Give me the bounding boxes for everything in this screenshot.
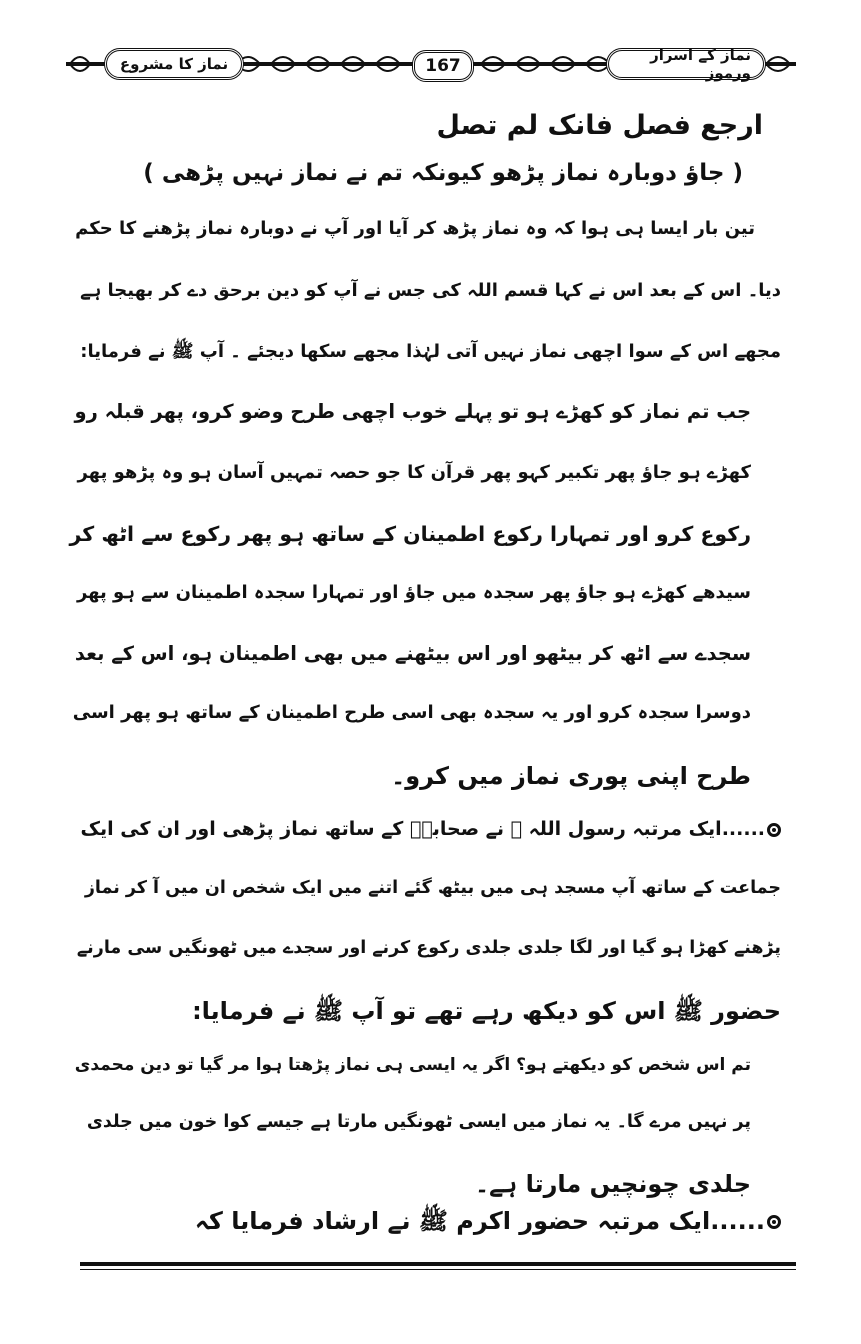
paragraph-line: دیا۔ اس کے بعد اس نے کہا قسم اللہ کی جس نے آپ کو دین برحق دے کر بھیجا ہے <box>80 280 781 301</box>
section-heading: ارجع فصل فانک لم تصل <box>436 110 763 141</box>
paragraph-line: ......ایک مرتبہ رسول اللہ ﷺ نے صحابہؓ کے ساتھ نماز پڑھی اور ان کی ایک <box>81 818 781 840</box>
quote-line: دوسرا سجدہ کرو اور یہ سجدہ بھی اسی طرح اطمینان کے ساتھ ہو پھر اسی <box>72 702 751 723</box>
quote-line: تم اس شخص کو دیکھتے ہو؟ اگر یہ ایسی ہی نماز پڑھتا ہوا مر گیا تو دین محمدی <box>74 1055 751 1075</box>
paragraph-line: جماعت کے ساتھ آپ مسجد ہی میں بیٹھ گئے اتنے میں ایک شخص ان میں آ کر نماز <box>84 878 781 898</box>
quote-line: سیدھے کھڑے ہو جاؤ پھر سجدہ میں جاؤ اور تمہارا سجدہ اطمینان سے ہو پھر <box>76 582 751 603</box>
bullet-icon <box>767 1215 781 1229</box>
quote-line: پر نہیں مرے گا۔ یہ نماز میں ایسی ٹھونگیں مارتا ہے جیسے کوا خون میں جلدی <box>86 1112 751 1132</box>
quote-line: طرح اپنی پوری نماز میں کرو۔ <box>391 762 751 790</box>
quote-line: جلدی چونچیں مارتا ہے۔ <box>475 1170 751 1198</box>
paragraph-line: حضور ﷺ اس کو دیکھ رہے تھے تو آپ ﷺ نے فرمایا: <box>192 997 781 1025</box>
book-title: نماز کے اسرار ورموز <box>606 48 766 80</box>
chapter-title: نماز کا مشروع <box>104 48 244 80</box>
quote-line: کھڑے ہو جاؤ پھر تکبیر کہو پھر قرآن کا جو حصہ تمہیں آسان ہو وہ پڑھو پھر <box>77 462 751 483</box>
page-header <box>66 42 796 86</box>
bullet-icon <box>767 823 781 837</box>
page-number: 167 <box>412 50 474 82</box>
footer-rule <box>80 1262 796 1266</box>
quote-line: جب تم نماز کو کھڑے ہو تو پہلے خوب اچھی طرح وضو کرو، پھر قبلہ رو <box>74 400 751 423</box>
quote-line: رکوع کرو اور تمہارا رکوع اطمینان کے ساتھ ہو پھر رکوع سے اٹھ کر <box>69 522 751 546</box>
paragraph-line: تین بار ایسا ہی ہوا کہ وہ نماز پڑھ کر آیا اور آپ نے دوبارہ نماز پڑھنے کا حکم <box>75 218 755 239</box>
paragraph-line: مجھے اس کے سوا اچھی نماز نہیں آتی لہٰذا مجھے سکھا دیجئے ۔ آپ ﷺ نے فرمایا: <box>80 341 781 362</box>
paragraph-line: ......ایک مرتبہ حضور اکرم ﷺ نے ارشاد فرمایا کہ <box>195 1206 781 1241</box>
footer-rule-thin <box>80 1269 796 1270</box>
section-subheading: ( جاؤ دوبارہ نماز پڑھو کیونکہ تم نے نماز نہیں پڑھی ) <box>143 160 743 186</box>
quote-line: سجدے سے اٹھ کر بیٹھو اور اس بیٹھنے میں بھی اطمینان ہو، اس کے بعد <box>74 642 751 665</box>
paragraph-line: پڑھنے کھڑا ہو گیا اور لگا جلدی جلدی رکوع کرنے اور سجدے میں ٹھونگیں سی مارنے <box>76 938 781 958</box>
